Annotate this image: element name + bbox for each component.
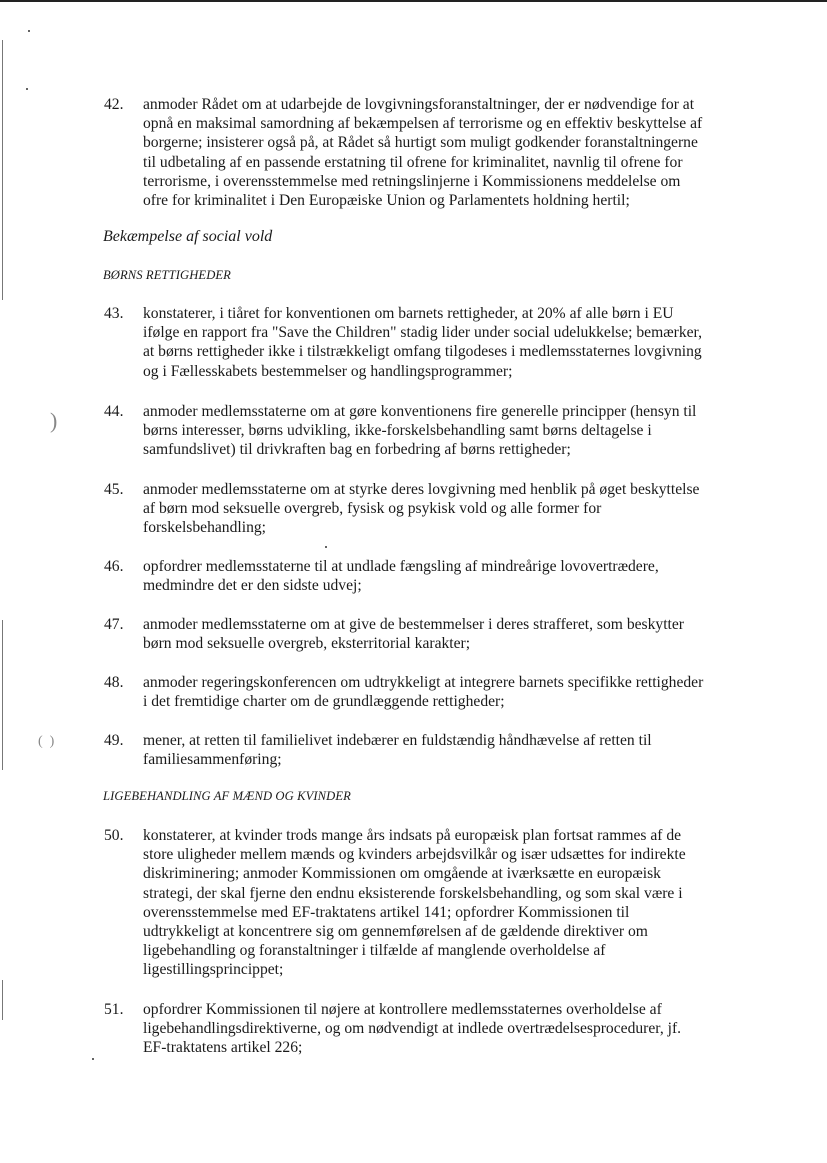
text-line: mener, at retten til familielivet indebærer en fuldstændig håndhævelse af retten til [143, 732, 652, 749]
text-line: strategi, der skal fjerne den endnu eksisterende forskelsbehandling, og som skal være i [143, 884, 683, 902]
paragraph-text [143, 95, 763, 210]
text-line: konstaterer, i tiåret for konventionen om barnets rettigheder, at 20% af alle børn i EU [143, 305, 674, 322]
text-line: forskelsbehandling; [143, 519, 266, 537]
paragraph-number: 46. [104, 558, 124, 575]
paragraph-text [143, 304, 763, 381]
text-line: ifølge en rapport fra "Save the Children" stadig lider under social udelukkelse; bemærker, [143, 324, 703, 342]
text-line: opfordrer medlemsstaterne til at undlade fængsling af mindreårige lovovertrædere, [143, 558, 659, 575]
text-line: udtrykkeligt at koncentrere sig om gennemførelsen af de gældende direktiver om [143, 923, 648, 941]
text-line: konstaterer, at kvinder trods mange års indsats på europæisk plan fortsat rammes af de [143, 827, 682, 844]
paragraph-text [143, 731, 763, 769]
text-line: familiesammenføring; [143, 751, 282, 769]
scan-left-edge [2, 980, 3, 1020]
paragraph-text [143, 673, 763, 711]
paragraph-text [143, 1000, 763, 1058]
text-line: og i Fællesskabets bestemmelser og handlingsprogrammer; [143, 362, 513, 380]
scan-left-edge [2, 620, 3, 770]
text-line: EF-traktatens artikel 226; [143, 1039, 303, 1057]
text-line: ligestillingsprincippet; [143, 961, 284, 979]
text-line: terrorisme, i overensstemmelse med retningslinjerne i Kommissionens meddelelse om [143, 172, 681, 190]
paragraph-text [143, 402, 763, 460]
paragraph-number: 47. [104, 616, 124, 633]
scan-left-edge [2, 40, 3, 300]
paragraph-number: 50. [104, 827, 124, 844]
text-line: anmoder medlemsstaterne om at give de bestemmelser i deres strafferet, som beskytter [143, 616, 684, 633]
text-line: anmoder medlemsstaterne om at styrke deres lovgivning med henblik på øget beskyttelse [143, 481, 700, 498]
text-line: medmindre det er den sidste udvej; [143, 577, 362, 595]
text-line: anmoder regeringskonferencen om udtrykkeligt at integrere barnets specifikke rettigheder [143, 674, 704, 691]
scan-top-border [0, 0, 827, 2]
text-line: i det fremtidige charter om de grundlæggende rettigheder; [143, 693, 505, 711]
text-line: store uligheder mellem mænds og kvinders arbejdsvilkår og især udsættes for indirekte [143, 846, 686, 864]
paragraph-number: 44. [104, 403, 124, 420]
text-line: overensstemmelse med EF-traktatens artikel 141; opfordrer Kommissionen til [143, 903, 630, 921]
punch-hole-mark: ) [50, 408, 58, 433]
paragraph-number: 43. [104, 305, 124, 322]
text-line: samfundslivet) til drivkraften bag en forbedring af børns rettigheder; [143, 441, 571, 459]
text-line: diskriminering; anmoder Kommissionen om omgående at iværksætte en europæisk [143, 865, 661, 883]
scan-speck [28, 30, 30, 32]
paragraph-text [143, 615, 763, 653]
paragraph-number: 49. [104, 732, 124, 749]
paragraph-text [143, 480, 763, 538]
text-line: til udbetaling af en passende erstatning til ofrene for kriminalitet, navnlig til ofrene for [143, 153, 683, 171]
text-line: børn mod seksuelle overgreb, eksterritorial karakter; [143, 635, 471, 653]
text-line: at børns rettigheder ikke i tilstrækkeligt omfang tilgodeses i medlemsstaternes lovgivning [143, 343, 702, 361]
text-line: ofre for kriminalitet i Den Europæiske Union og Parlamentets holdning hertil; [143, 192, 630, 210]
text-line: anmoder medlemsstaterne om at gøre konventionens fire generelle principper (hensyn til [143, 403, 697, 420]
paragraph-text [143, 826, 763, 980]
paragraph-text [143, 557, 763, 595]
paragraph-number: 42. [104, 96, 124, 113]
section-heading: Bekæmpelse af social vold [103, 228, 273, 245]
text-line: ligebehandlingsdirektiverne, og om nødvendigt at indlede overtrædelsesprocedurer, jf. [143, 1020, 682, 1038]
text-line: opnå en maksimal samordning af bekæmpelsen af terrorisme og en effektiv beskyttelse af [143, 115, 703, 133]
subsection-heading: BØRNS RETTIGHEDER [103, 268, 231, 282]
paragraph-number: 51. [104, 1001, 124, 1018]
text-line: opfordrer Kommissionen til nøjere at kontrollere medlemsstaternes overholdelse af [143, 1001, 662, 1018]
text-line: borgerne; insisterer også på, at Rådet så hurtigt som muligt godkender foranstaltningerne [143, 134, 698, 152]
text-line: ligebehandling og foranstaltninger i tilfælde af manglende overholdelse af [143, 942, 606, 960]
scan-speck [26, 88, 28, 90]
scan-speck [92, 1058, 94, 1060]
subsection-heading: LIGEBEHANDLING AF MÆND OG KVINDER [103, 789, 351, 803]
text-line: anmoder Rådet om at udarbejde de lovgivningsforanstaltninger, der er nødvendige for at [143, 96, 695, 113]
text-line: børns interesser, børns udvikling, ikke-forskelsbehandling samt børns deltagelse i [143, 422, 652, 440]
paragraph-number: 45. [104, 481, 124, 498]
scan-speck [325, 546, 327, 548]
paragraph-number: 48. [104, 674, 124, 691]
punch-hole-mark: ( ) [38, 734, 55, 749]
text-line: af børn mod seksuelle overgreb, fysisk og psykisk vold og alle former for [143, 500, 602, 518]
